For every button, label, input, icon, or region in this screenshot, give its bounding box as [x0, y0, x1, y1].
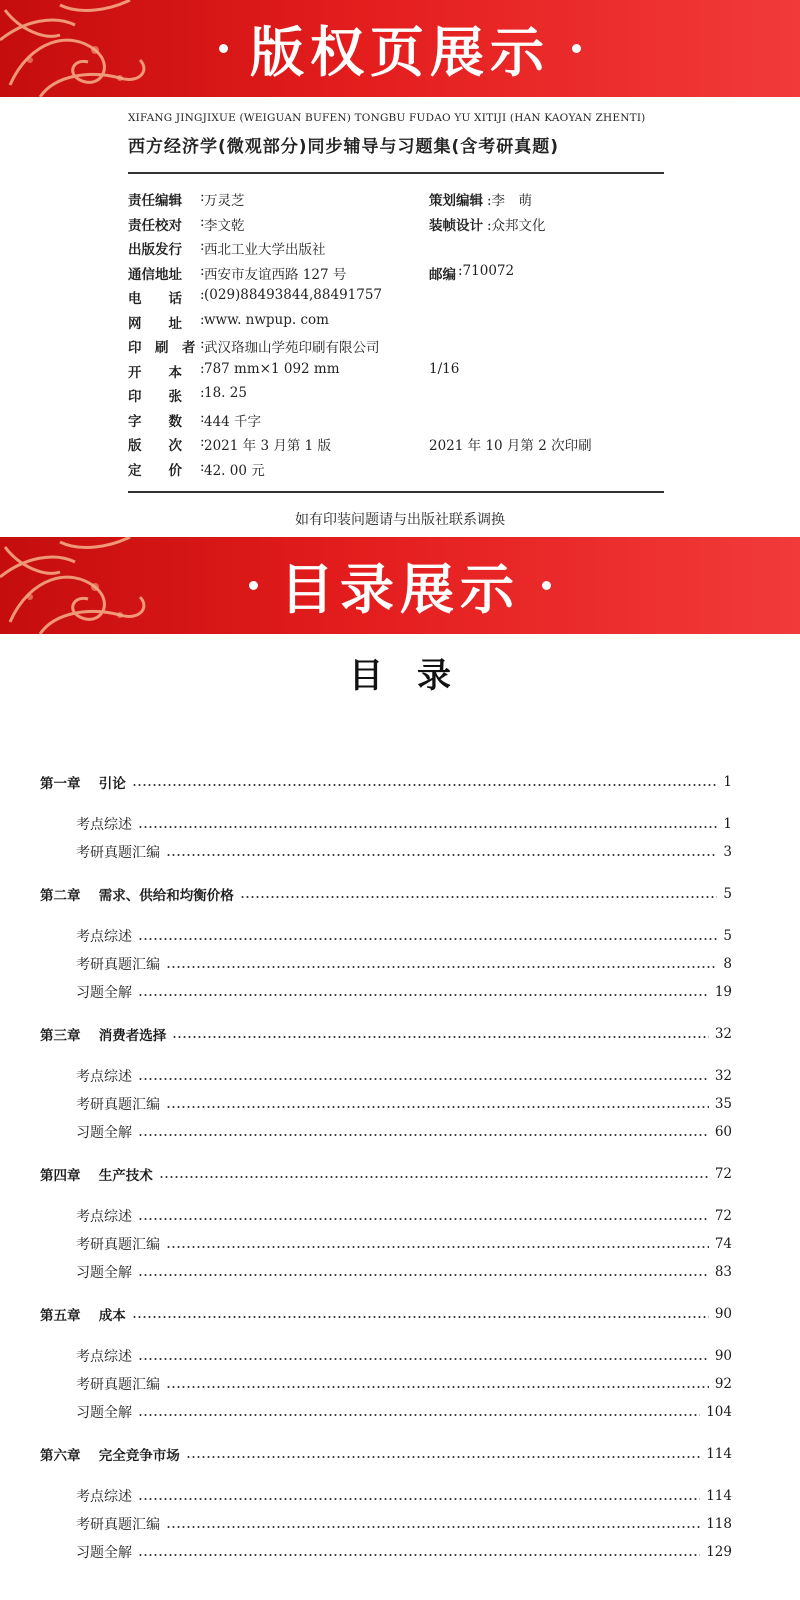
info-row [128, 263, 664, 285]
toc-heading: 目 录 [349, 656, 451, 696]
leader-dots [166, 854, 717, 856]
leader-dots [132, 784, 718, 786]
page-number: 32 [714, 1068, 732, 1084]
info-colon: : [200, 409, 205, 426]
info-value: 李文乾 [204, 217, 245, 234]
info-colon: : [200, 238, 205, 254]
leader-dots [166, 1246, 709, 1248]
toc-section[interactable] [76, 980, 732, 1004]
info-colon: : [200, 189, 205, 205]
toc-section[interactable] [76, 1484, 732, 1508]
info-row [128, 459, 664, 481]
info-value: 444 千字 [204, 413, 262, 430]
page-number: 19 [714, 984, 732, 1000]
toc-section[interactable] [76, 1092, 732, 1116]
info-label: 电 话 [128, 291, 182, 307]
toc-chapter[interactable] [40, 882, 732, 906]
banner-title: 版权页展示 [0, 0, 800, 97]
table-of-contents [0, 634, 800, 1600]
toc-section[interactable] [76, 812, 732, 836]
section-title: 习题全解 [76, 1405, 132, 1421]
page-number: 5 [723, 886, 732, 902]
info-label: 责任编辑 [128, 193, 182, 209]
toc-section[interactable] [76, 1512, 732, 1536]
section-title: 考点综述 [76, 1069, 132, 1085]
page-number: 60 [714, 1124, 732, 1140]
section-title: 考点综述 [76, 817, 132, 833]
leader-dots [138, 1134, 709, 1136]
toc-section[interactable] [76, 952, 732, 976]
toc-section[interactable] [76, 1064, 732, 1088]
page-number: 72 [714, 1208, 732, 1224]
section-title: 习题全解 [76, 1265, 132, 1281]
info-value: 2021 年 3 月第 1 版 [204, 438, 331, 454]
page-number: 1 [723, 816, 732, 832]
info-colon: : [200, 213, 205, 230]
leader-dots [138, 994, 709, 996]
info-row [128, 238, 664, 260]
toc-section[interactable] [76, 1344, 732, 1368]
toc-chapter[interactable] [40, 1302, 732, 1326]
chapter-title: 第三章 消费者选择 [40, 1028, 167, 1044]
info-row [128, 312, 664, 334]
info-label: 印 刷 者 [128, 340, 196, 356]
info-colon: : [200, 434, 205, 450]
info-label: 责任校对 [128, 217, 182, 234]
toc-section[interactable] [76, 1120, 732, 1144]
page-number: 90 [714, 1348, 732, 1364]
leader-dots [172, 1036, 709, 1038]
page-number: 129 [706, 1544, 732, 1560]
info-colon: : [200, 360, 205, 377]
info-value: 18. 25 [204, 385, 247, 401]
toc-banner [0, 537, 800, 634]
toc-section[interactable] [76, 1540, 732, 1564]
info-value: www. nwpup. com [204, 311, 329, 328]
chapter-title: 第二章 需求、供给和均衡价格 [40, 888, 234, 904]
section-title: 考研真题汇编 [76, 1517, 160, 1533]
info-colon: : [200, 458, 205, 475]
info-row [128, 385, 664, 407]
page-number: 118 [706, 1516, 732, 1532]
info-label: 字 数 [128, 413, 182, 430]
book-title-pinyin: XIFANG JINGJIXUE (WEIGUAN BUFEN) TONGBU FUDAO YU XITIJI (HAN KAOYAN ZHENTI) [128, 112, 646, 124]
info-row [128, 287, 664, 309]
leader-dots [138, 826, 717, 828]
section-title: 考研真题汇编 [76, 1097, 160, 1113]
leader-dots [138, 1554, 700, 1556]
leader-dots [166, 1526, 700, 1528]
page-number: 5 [723, 928, 732, 944]
info-label: 出版发行 [128, 242, 182, 258]
page-number: 114 [706, 1488, 732, 1504]
toc-chapter[interactable] [40, 770, 732, 794]
info-label: 版 次 [128, 438, 182, 454]
info-colon: : [200, 311, 205, 328]
info-value-secondary: :李 萌 [487, 193, 533, 209]
info-row [128, 434, 664, 456]
bottom-rule [128, 491, 664, 493]
toc-section[interactable] [76, 1204, 732, 1228]
toc-section[interactable] [76, 1232, 732, 1256]
leader-dots [138, 1498, 700, 1500]
section-title: 考研真题汇编 [76, 1237, 160, 1253]
copyright-page [0, 97, 800, 537]
leader-dots [138, 1218, 709, 1220]
info-row [128, 214, 664, 236]
info-value: 42. 00 元 [204, 462, 265, 479]
page-number: 92 [714, 1376, 732, 1392]
info-row [128, 336, 664, 358]
top-rule [128, 172, 664, 174]
leader-dots [159, 1176, 709, 1178]
toc-section[interactable] [76, 924, 732, 948]
info-label-secondary: 邮编 [429, 266, 456, 283]
print-notice: 如有印装问题请与出版社联系调换 [295, 512, 505, 528]
toc-chapter[interactable] [40, 1022, 732, 1046]
leader-dots [186, 1456, 701, 1458]
info-label-secondary: 装帧设计 [429, 217, 483, 234]
page-number: 8 [723, 956, 732, 972]
section-title: 考点综述 [76, 1209, 132, 1225]
toc-section[interactable] [76, 1400, 732, 1424]
leader-dots [138, 938, 717, 940]
info-value: 武汉珞珈山学苑印刷有限公司 [204, 340, 380, 356]
toc-chapter[interactable] [40, 1162, 732, 1186]
info-label-secondary: 策划编辑 [429, 193, 483, 209]
page-number: 1 [723, 774, 732, 790]
info-value-secondary: 1/16 [429, 360, 460, 377]
info-value: (029)88493844,88491757 [204, 287, 383, 303]
page-number: 72 [714, 1166, 732, 1182]
info-label: 印 张 [128, 389, 182, 405]
section-title: 习题全解 [76, 1545, 132, 1561]
info-label: 网 址 [128, 315, 182, 332]
leader-dots [138, 1078, 709, 1080]
info-value: 787 mm×1 092 mm [204, 360, 340, 377]
section-title: 考研真题汇编 [76, 1377, 160, 1393]
section-title: 习题全解 [76, 1125, 132, 1141]
info-value-secondary: :710072 [458, 262, 515, 279]
info-colon: : [200, 287, 205, 303]
page-number: 83 [714, 1264, 732, 1280]
page-number: 35 [714, 1096, 732, 1112]
chapter-title: 第六章 完全竞争市场 [40, 1448, 180, 1464]
info-row [128, 410, 664, 432]
info-value: 万灵芝 [204, 193, 245, 209]
info-colon: : [200, 385, 205, 401]
leader-dots [166, 966, 717, 968]
info-label: 开 本 [128, 364, 182, 381]
page-number: 114 [706, 1446, 732, 1462]
page-number: 32 [714, 1026, 732, 1042]
info-value: 西北工业大学出版社 [204, 242, 326, 258]
chapter-title: 第四章 生产技术 [40, 1168, 153, 1184]
info-value-secondary: :众邦文化 [487, 217, 546, 234]
section-title: 考点综述 [76, 1349, 132, 1365]
leader-dots [138, 1358, 709, 1360]
toc-chapter[interactable] [40, 1442, 732, 1466]
info-label: 通信地址 [128, 266, 182, 283]
section-title: 考点综述 [76, 929, 132, 945]
section-title: 考研真题汇编 [76, 957, 160, 973]
toc-section[interactable] [76, 840, 732, 864]
info-colon: : [200, 262, 205, 279]
copyright-banner [0, 0, 800, 97]
leader-dots [132, 1316, 709, 1318]
page-number: 3 [723, 844, 732, 860]
leader-dots [240, 896, 718, 898]
toc-section[interactable] [76, 1260, 732, 1284]
page-number: 104 [706, 1404, 732, 1420]
info-colon: : [200, 336, 205, 352]
page-number: 90 [714, 1306, 732, 1322]
info-value-secondary: 2021 年 10 月第 2 次印刷 [429, 438, 592, 454]
leader-dots [166, 1386, 709, 1388]
info-row [128, 361, 664, 383]
info-value: 西安市友谊西路 127 号 [204, 266, 347, 283]
section-title: 考点综述 [76, 1489, 132, 1505]
leader-dots [138, 1414, 700, 1416]
chapter-title: 第五章 成本 [40, 1308, 126, 1324]
info-label: 定 价 [128, 462, 182, 479]
leader-dots [138, 1274, 709, 1276]
info-row [128, 189, 664, 211]
book-title: 西方经济学(微观部分)同步辅导与习题集(含考研真题) [128, 137, 560, 157]
section-title: 习题全解 [76, 985, 132, 1001]
toc-section[interactable] [76, 1372, 732, 1396]
section-title: 考研真题汇编 [76, 845, 160, 861]
banner-title: 目录展示 [0, 537, 800, 634]
chapter-title: 第一章 引论 [40, 776, 126, 792]
leader-dots [166, 1106, 709, 1108]
page-number: 74 [714, 1236, 732, 1252]
